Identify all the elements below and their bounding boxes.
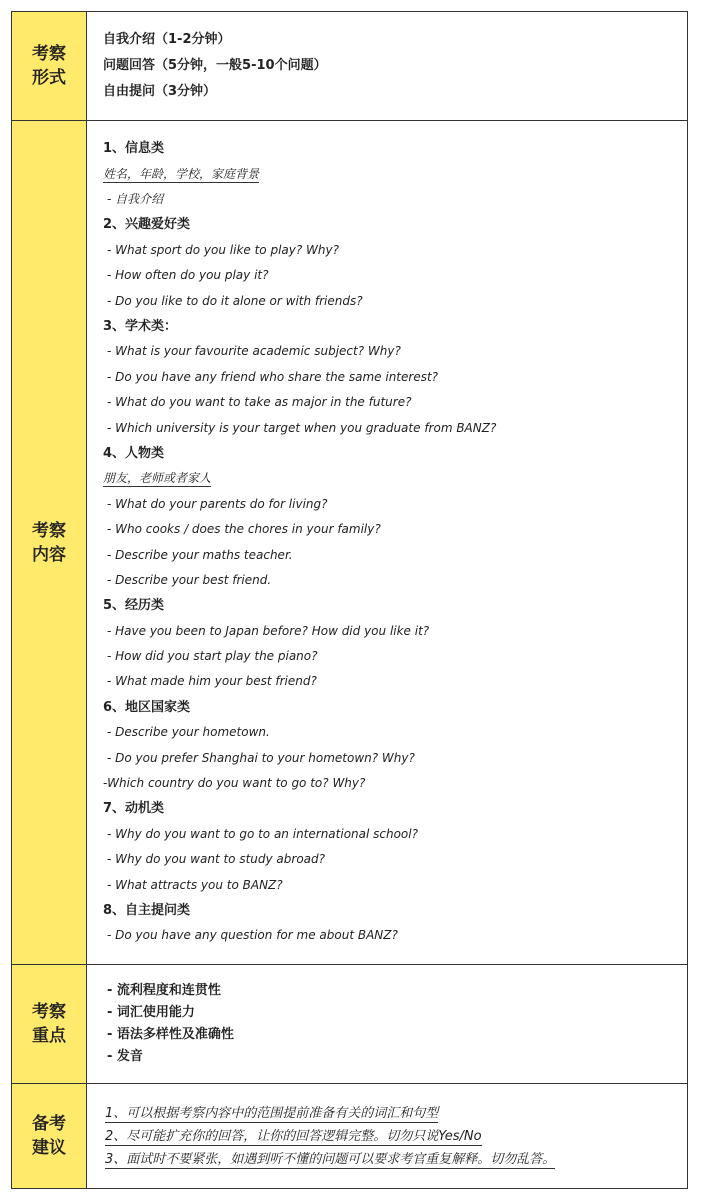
content-row bbox=[12, 121, 688, 965]
question-item: - Describe your hometown. bbox=[107, 725, 270, 740]
format-row bbox=[12, 12, 688, 121]
question-item: - Describe your maths teacher. bbox=[107, 547, 293, 562]
format-item: 自我介绍（1-2分钟） bbox=[103, 32, 231, 47]
question-item: - Do you prefer Shanghai to your hometown? Why? bbox=[107, 750, 415, 765]
question-item: - Who cooks / does the chores in your family? bbox=[107, 522, 381, 537]
question-item: - Describe your best friend. bbox=[107, 572, 272, 587]
question-item: - Which university is your target when you graduate from BANZ? bbox=[107, 420, 497, 435]
format-content-cell bbox=[87, 12, 688, 121]
section-title-info: 1、信息类 bbox=[103, 141, 165, 157]
content-label-line1: 考察 bbox=[32, 520, 66, 541]
section-title-self-questions: 8、自主提问类 bbox=[103, 902, 191, 918]
focus-item: - 流利程度和连贯性 bbox=[107, 983, 221, 998]
advice-item: 1、可以根据考察内容中的范围提前准备有关的词汇和句型 bbox=[105, 1105, 439, 1121]
content-label-cell bbox=[12, 121, 87, 965]
question-item: - How did you start play the piano? bbox=[107, 649, 318, 664]
question-item: - Do you have any question for me about BANZ? bbox=[107, 928, 398, 943]
question-item: - What sport do you like to play? Why? bbox=[107, 242, 339, 257]
section-title-hobbies: 2、兴趣爱好类 bbox=[103, 217, 191, 233]
format-item: 问题回答（5分钟，一般5-10个问题） bbox=[103, 58, 327, 73]
section-note-info: 姓名，年龄，学校，家庭背景 bbox=[103, 166, 260, 181]
interview-guide-table bbox=[11, 11, 688, 1189]
advice-label-line1: 备考 bbox=[32, 1114, 66, 1134]
section-title-people: 4、人物类 bbox=[103, 445, 165, 461]
focus-content-cell bbox=[87, 965, 688, 1084]
focus-item: - 词汇使用能力 bbox=[107, 1005, 195, 1020]
format-label-line1: 考察 bbox=[32, 44, 66, 64]
advice-label-line2: 建议 bbox=[32, 1138, 66, 1158]
question-item: - What do you want to take as major in the future? bbox=[107, 395, 412, 410]
section-title-experience: 5、经历类 bbox=[103, 598, 165, 614]
section-title-academic: 3、学术类： bbox=[103, 318, 178, 334]
question-item: - Why do you want to go to an international school? bbox=[107, 826, 418, 841]
question-item: - Do you have any friend who share the same interest? bbox=[107, 369, 439, 384]
question-item: - 自我介绍 bbox=[107, 192, 164, 207]
section-title-motivation: 7、动机类 bbox=[103, 801, 165, 817]
question-item: - What made him your best friend? bbox=[107, 674, 317, 689]
content-label-line2: 内容 bbox=[32, 544, 66, 565]
focus-label-cell bbox=[12, 965, 87, 1084]
focus-label-line2: 重点 bbox=[32, 1026, 66, 1046]
question-item: - What attracts you to BANZ? bbox=[107, 877, 283, 892]
advice-item: 2、尽可能扩充你的回答，让你的回答逻辑完整。切勿只说Yes/No bbox=[105, 1128, 482, 1144]
question-item: - Have you been to Japan before? How did you like it? bbox=[107, 623, 430, 638]
advice-content-cell bbox=[87, 1084, 688, 1189]
format-item: 自由提问（3分钟） bbox=[103, 84, 217, 99]
question-item: - How often do you play it? bbox=[107, 268, 269, 283]
focus-item: - 发音 bbox=[107, 1049, 143, 1064]
advice-label-cell bbox=[12, 1084, 87, 1189]
section-title-region: 6、地区国家类 bbox=[103, 699, 191, 715]
content-cell bbox=[87, 121, 688, 965]
advice-item: 3、面试时不要紧张，如遇到听不懂的问题可以要求考官重复解释。切勿乱答。 bbox=[105, 1151, 556, 1167]
question-item: -Which country do you want to go to? Why? bbox=[103, 776, 366, 791]
focus-row bbox=[12, 965, 688, 1084]
question-item: - Do you like to do it alone or with friends? bbox=[107, 293, 363, 308]
focus-label-line1: 考察 bbox=[32, 1002, 66, 1022]
question-item: - What do your parents do for living? bbox=[107, 496, 328, 511]
advice-row bbox=[12, 1084, 688, 1189]
section-note-people: 朋友，老师或者家人 bbox=[103, 471, 212, 486]
format-label-cell bbox=[12, 12, 87, 121]
question-item: - What is your favourite academic subject? Why? bbox=[107, 344, 401, 359]
format-label-line2: 形式 bbox=[32, 68, 66, 88]
focus-item: - 语法多样性及准确性 bbox=[107, 1027, 234, 1042]
question-item: - Why do you want to study abroad? bbox=[107, 852, 326, 867]
